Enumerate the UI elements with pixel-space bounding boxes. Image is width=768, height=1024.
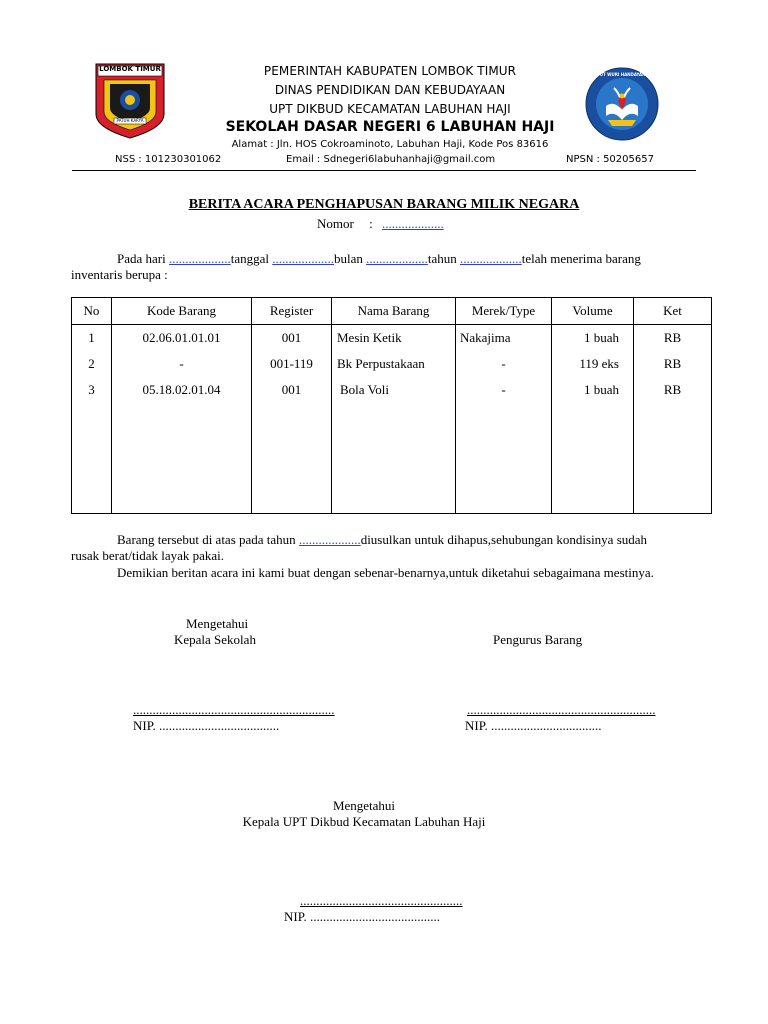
nomor-sep: : — [369, 216, 373, 231]
hari-field[interactable]: ................... — [168, 251, 231, 266]
cell-volume: 1 buah — [552, 325, 634, 352]
cell-volume: 1 buah — [552, 377, 634, 403]
sig-left-nip: NIP. ..................................... — [133, 718, 280, 733]
logo-right-text: TUT WURI HANDAYANI — [597, 72, 647, 77]
header-register: Register — [252, 298, 332, 325]
header-volume: Volume — [552, 298, 634, 325]
sig-bottom-nip: NIP. ........................................ — [284, 909, 441, 924]
cell-ket: RB — [634, 325, 712, 352]
nomor-label: Nomor — [317, 216, 354, 231]
table-header-row — [72, 298, 712, 325]
header-no: No — [72, 298, 112, 325]
header-kode-barang: Kode Barang — [112, 298, 252, 325]
cell-no: 3 — [72, 377, 112, 403]
cell-nama-barang: Bk Perpustakaan — [332, 351, 456, 377]
sig-left-kepala-sekolah: Kepala Sekolah — [174, 632, 256, 647]
para2-line2: rusak berat/tidak layak pakai. — [71, 548, 225, 563]
para2-part1: Barang tersebut di atas pada tahun — [117, 532, 296, 547]
intro-bulan: bulan — [334, 251, 363, 266]
sig-bottom-kepala-upt: Kepala UPT Dikbud Kecamatan Labuhan Haji — [242, 814, 486, 829]
intro-line1 — [117, 250, 697, 267]
header-merek-type: Merek/Type — [456, 298, 552, 325]
sig-bottom-name-line: .................................................. — [300, 893, 463, 908]
sig-right-pengurus-barang: Pengurus Barang — [493, 632, 583, 647]
intro-telah: telah menerima barang — [521, 251, 641, 266]
kop-npsn: NPSN : 50205657 — [566, 154, 654, 165]
table-row — [72, 325, 712, 352]
cell-merek-type: - — [456, 377, 552, 403]
tahun-usulan-field[interactable]: ................... — [298, 532, 361, 547]
kop-address: Alamat : Jln. HOS Cokroaminoto, Labuhan Haji, Kode Pos 83616 — [231, 139, 549, 150]
intro-tanggal: tanggal — [230, 251, 269, 266]
nomor-field[interactable]: ................... — [381, 216, 444, 231]
logo-left-text: LOMBOK TIMUR — [99, 65, 161, 73]
sig-left-name-line: .............................................................. — [133, 702, 335, 717]
cell-kode-barang: - — [112, 351, 252, 377]
logo-left-motto: PATUH KARYA — [116, 118, 144, 123]
document-title: BERITA ACARA PENGHAPUSAN BARANG MILIK NEGARA — [188, 197, 580, 212]
lombok-timur-logo — [94, 62, 166, 140]
header-ket: Ket — [634, 298, 712, 325]
cell-ket: RB — [634, 351, 712, 377]
cell-no: 1 — [72, 325, 112, 352]
sig-right-name-line: .......................................................... — [467, 702, 656, 717]
kop-email: Email : Sdnegeri6labuhanhaji@gmail.com — [286, 154, 496, 165]
table-row — [72, 377, 712, 403]
kop-dinas: DINAS PENDIDIKAN DAN KEBUDAYAAN — [274, 83, 506, 97]
table-row — [72, 351, 712, 377]
kop-upt: UPT DIKBUD KECAMATAN LABUHAN HAJI — [269, 102, 511, 116]
kop-pemerintah: PEMERINTAH KABUPATEN LOMBOK TIMUR — [263, 64, 517, 78]
para2-line1 — [117, 531, 697, 548]
sig-bottom-mengetahui: Mengetahui — [332, 798, 396, 813]
tahun-field[interactable]: ................... — [460, 251, 522, 266]
cell-nama-barang: Bola Voli — [332, 377, 456, 403]
cell-register: 001 — [252, 377, 332, 403]
intro-line2: inventaris berupa : — [71, 267, 168, 282]
cell-nama-barang: Mesin Ketik — [332, 325, 456, 352]
cell-volume: 119 eks — [552, 351, 634, 377]
header-nama-barang: Nama Barang — [332, 298, 456, 325]
items-table — [71, 297, 712, 514]
letterhead-divider — [72, 170, 696, 171]
sig-right-nip: NIP. .................................. — [465, 718, 602, 733]
sig-left-mengetahui: Mengetahui — [186, 616, 249, 631]
cell-kode-barang: 02.06.01.01.01 — [112, 325, 252, 352]
tanggal-field[interactable]: ................... — [272, 251, 334, 266]
intro-pada-hari: Pada hari — [117, 251, 166, 266]
cell-merek-type: - — [456, 351, 552, 377]
para2-part2: diusulkan untuk dihapus,sehubungan kondisinya sudah — [360, 532, 648, 547]
cell-kode-barang: 05.18.02.01.04 — [112, 377, 252, 403]
kop-nss: NSS : 101230301062 — [115, 154, 222, 165]
cell-register: 001-119 — [252, 351, 332, 377]
cell-merek-type: Nakajima — [456, 325, 552, 352]
intro-tahun: tahun — [427, 251, 457, 266]
nomor-line — [317, 215, 444, 232]
cell-no: 2 — [72, 351, 112, 377]
para2-line3: Demikian beritan acara ini kami buat dengan sebenar-benarnya,untuk diketahui sebagaimana mestinya. — [117, 565, 654, 580]
cell-ket: RB — [634, 377, 712, 403]
bulan-field[interactable]: ................... — [366, 251, 428, 266]
table-empty-space — [72, 403, 712, 514]
kop-school-name: SEKOLAH DASAR NEGERI 6 LABUHAN HAJI — [225, 119, 555, 135]
cell-register: 001 — [252, 325, 332, 352]
